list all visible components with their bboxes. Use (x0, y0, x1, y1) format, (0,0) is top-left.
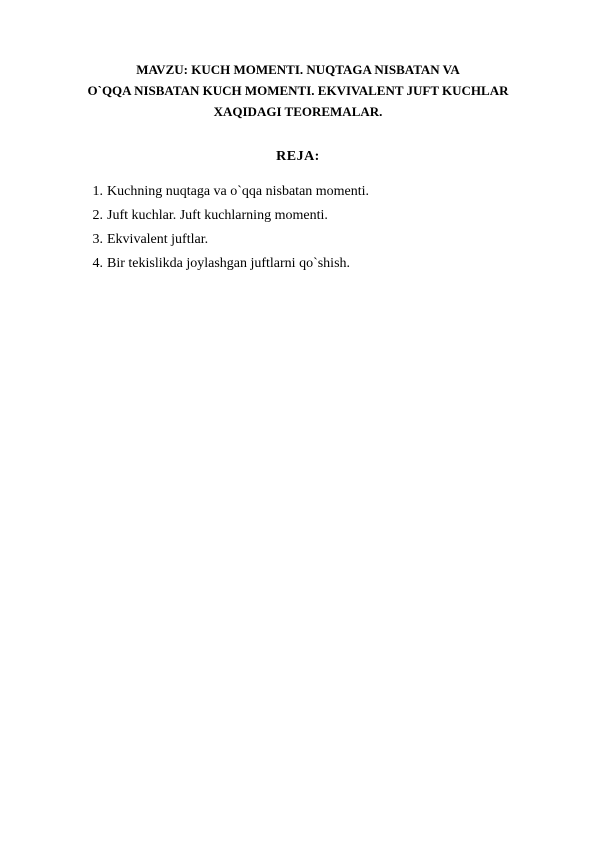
plan-list (86, 180, 369, 276)
plan-item-number: 1. (92, 184, 103, 199)
plan-item (86, 228, 369, 252)
document-title (0, 59, 596, 122)
plan-heading: REJA: (276, 149, 320, 164)
plan-item (86, 252, 369, 276)
plan-item-number: 3. (92, 232, 103, 247)
title-line-3: XAQIDAGI TEOREMALAR. (213, 104, 383, 119)
title-line-2: O`QQA NISBATAN KUCH MOMENTI. EKVIVALENT JUFT KUCHLAR (87, 83, 509, 98)
plan-item (86, 204, 369, 228)
plan-item-text: Kuchning nuqtaga va o`qqa nisbatan momenti. (107, 184, 370, 199)
plan-item-text: Ekvivalent juftlar. (107, 232, 209, 247)
plan-item-number: 2. (92, 208, 103, 223)
plan-item (86, 180, 369, 204)
plan-item-text: Bir tekislikda joylashgan juftlarni qo`shish. (107, 256, 351, 271)
plan-item-number: 4. (92, 256, 103, 271)
plan-item-text: Juft kuchlar. Juft kuchlarning momenti. (107, 208, 328, 223)
title-line-1: MAVZU: KUCH MOMENTI. NUQTAGA NISBATAN VA (136, 62, 460, 77)
